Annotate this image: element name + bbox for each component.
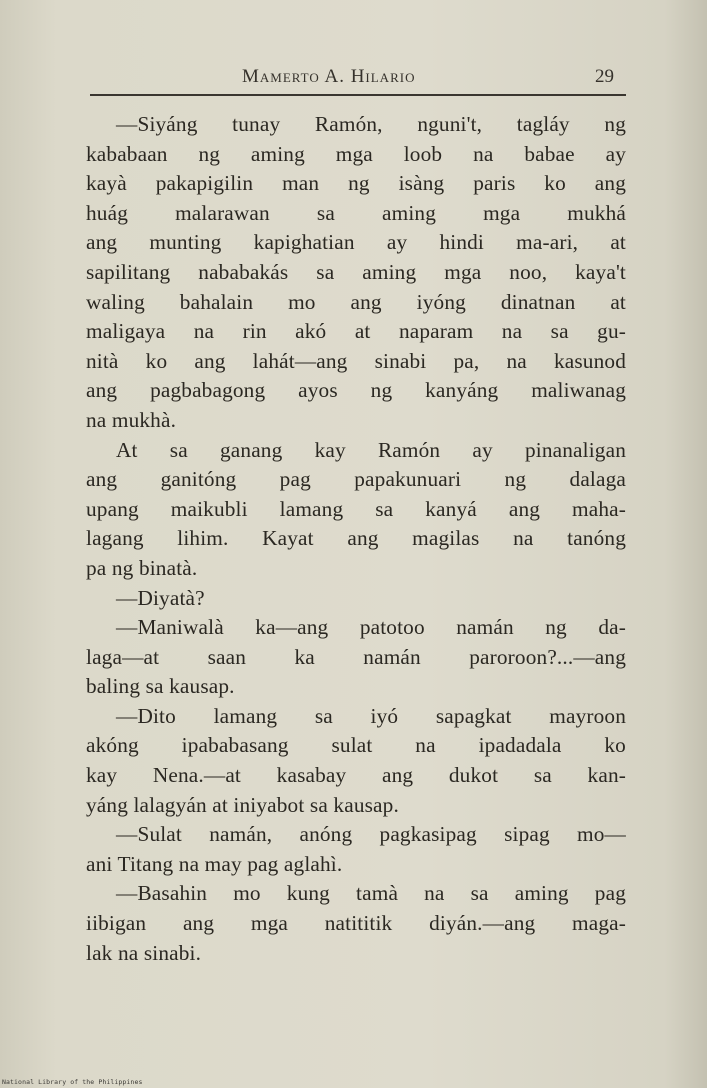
library-credit: National Library of the Philippines bbox=[2, 1078, 143, 1086]
text-line: akóng ipababasang sulat na ipadadala ko bbox=[86, 733, 626, 758]
text-line: —Dito lamang sa iyó sapagkat mayroon bbox=[116, 703, 626, 728]
text-line: pa ng binatà. bbox=[86, 555, 198, 580]
text-line: maligaya na rin akó at naparam na sa gu- bbox=[86, 319, 626, 344]
text-line: —Maniwalà ka—ang patotoo namán ng da- bbox=[116, 615, 626, 640]
body-text bbox=[86, 110, 626, 968]
text-line: laga—at saan ka namán paroroon?...—ang bbox=[86, 644, 626, 669]
text-line: —Siyáng tunay Ramón, nguni't, tagláy ng bbox=[116, 112, 626, 136]
text-line: lak na sinabi. bbox=[86, 940, 202, 965]
text-line: —Diyatà? bbox=[116, 585, 205, 610]
text-line: ang pagbabagong ayos ng kanyáng maliwanag bbox=[86, 378, 626, 403]
text-line: yáng lalagyán at iniyabot sa kausap. bbox=[86, 792, 399, 817]
text-line: kababaan ng aming mga loob na babae ay bbox=[86, 141, 626, 166]
text-line: At sa ganang kay Ramón ay pinanaligan bbox=[116, 437, 626, 462]
header-author: Mamerto A. Hilario bbox=[242, 66, 416, 87]
text-line: waling bahalain mo ang iyóng dinatnan at bbox=[86, 289, 626, 314]
text-line: baling sa kausap. bbox=[86, 674, 235, 699]
running-header bbox=[90, 62, 626, 96]
text-line: huág malarawan sa aming mga mukhá bbox=[86, 200, 626, 225]
text-line: ang ganitóng pag papakunuari ng dalaga bbox=[86, 467, 626, 492]
text-line: na mukhà. bbox=[86, 407, 177, 432]
text-line: kay Nena.—at kasabay ang dukot sa kan- bbox=[86, 763, 626, 788]
text-line: iibigan ang mga natititik diyán.—ang maga- bbox=[86, 911, 626, 936]
text-line: ang munting kapighatian ay hindi ma-ari, at bbox=[86, 230, 626, 255]
text-line: —Sulat namán, anóng pagkasipag sipag mo— bbox=[116, 822, 626, 847]
text-line: lagang lihim. Kayat ang magilas na tanóng bbox=[86, 526, 626, 551]
text-line: sapilitang nababakás sa aming mga noo, kaya't bbox=[86, 259, 626, 284]
text-line: —Basahin mo kung tamà na sa aming pag bbox=[116, 881, 626, 906]
text-line: ani Titang na may pag aglahì. bbox=[86, 851, 343, 876]
text-line: upang maikubli lamang sa kanyá ang maha- bbox=[86, 496, 626, 521]
page-number: 29 bbox=[595, 66, 614, 87]
text-line: kayà pakapigilin man ng isàng paris ko ang bbox=[86, 171, 626, 196]
text-line: nità ko ang lahát—ang sinabi pa, na kasunod bbox=[86, 348, 626, 373]
